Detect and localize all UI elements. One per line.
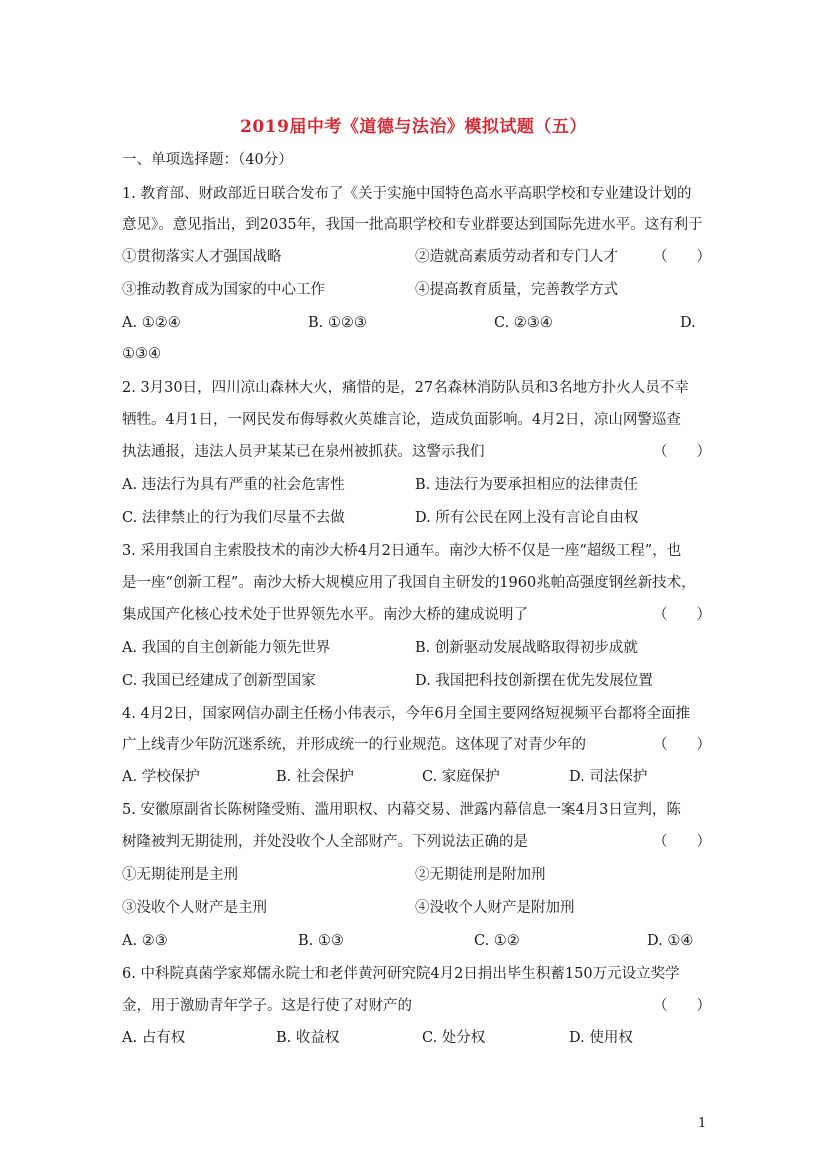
q1-line-2: 意见》。意见指出，到2035年，我国一批高职学校和专业群要达到国际先进水平。这有利于 [122,217,703,233]
q2-option-d: D. 所有公民在网上没有言论自由权 [415,510,639,526]
q3-option-d: D. 我国把科技创新摆在优先发展位置 [415,673,653,689]
q2-answer-paren: （ ） [653,444,711,460]
exam-title: 2019届中考《道德与法治》模拟试题（五） [240,117,587,137]
q2-line-2: 牺牲。4月1日，一网民发布侮辱救火英雄言论，造成负面影响。4月2日，凉山网警巡查 [122,412,681,428]
q3-line-1: 3. 采用我国自主索股技术的南沙大桥4月2日通车。南沙大桥不仅是一座“超级工程”，也 [122,543,682,559]
q3-option-a: A. 我国的自主创新能力领先世界 [122,640,331,656]
q5-item-3: ③没收个人财产是主刑 [122,900,267,916]
q3-answer-paren: （ ） [653,607,711,623]
q6-line-2: 金，用于激励青年学子。这是行使了对财产的 [122,998,412,1014]
q1-item-2: ②造就高素质劳动者和专门人才 [415,249,618,265]
q5-line-2-row [122,832,711,852]
q6-option-b: B. 收益权 [276,1030,340,1046]
q5-option-c: C. ①② [474,933,520,949]
q4-options-row [122,767,702,787]
q4-line-2-row [122,735,711,755]
q3-line-3-row [122,605,711,625]
q2-line-3: 执法通报，违法人员尹某某已在泉州被抓获。这警示我们 [122,444,485,460]
q1-option-a: A. ①②④ [122,315,181,331]
q2-line-1: 2. 3月30日，四川凉山森林大火，痛惜的是，27名森林消防队员和3名地方扑火人员不幸 [122,380,689,396]
q5-option-a: A. ②③ [122,933,168,949]
q6-options-row [122,1028,702,1048]
q1-answer-paren: （ ） [653,249,711,265]
page-number: 1 [698,1116,707,1131]
q5-item-1: ①无期徒刑是主刑 [122,867,238,883]
q3-line-3: 集成国产化核心技术处于世界领先水平。南沙大桥的建成说明了 [122,607,528,623]
q4-option-c: C. 家庭保护 [422,769,500,785]
q3-options-row-2 [122,671,702,691]
q5-answer-paren: （ ） [653,834,711,850]
q3-options-row-1 [122,638,702,658]
q4-option-b: B. 社会保护 [276,769,354,785]
q1-item-1: ①贯彻落实人才强国战略 [122,249,282,265]
q4-line-2: 广上线青少年防沉迷系统，并形成统一的行业规范。这体现了对青少年的 [122,737,586,753]
q5-items-row-1 [122,865,702,885]
q1-option-d: D. [680,315,696,331]
q4-line-1: 4. 4月2日，国家网信办副主任杨小伟表示，今年6月全国主要网络短视频平台都将全面推 [122,706,691,722]
q1-items-row-2 [122,280,702,300]
section-heading: 一、单项选择题：（40分） [122,152,293,168]
q2-options-row-2 [122,508,702,528]
q3-option-b: B. 创新驱动发展战略取得初步成就 [415,640,638,656]
q4-option-d: D. 司法保护 [569,769,648,785]
q3-option-c: C. 我国已经建成了创新型国家 [122,673,316,689]
q6-line-1: 6. 中科院真菌学家郑儒永院士和老伴黄河研究院4月2日捐出毕生积蓄150万元设立奖学 [122,966,680,982]
q1-options-row [122,313,702,333]
q5-option-b: B. ①③ [298,933,344,949]
q3-line-2: 是一座“创新工程”。南沙大桥大规模应用了我国自主研发的1960兆帕高强度钢丝新技术， [122,575,696,591]
q6-answer-paren: （ ） [653,998,711,1014]
q4-answer-paren: （ ） [653,737,711,753]
q1-option-b: B. ①②③ [308,315,367,331]
q2-options-row-1 [122,475,702,495]
q2-option-b: B. 违法行为要承担相应的法律责任 [415,477,638,493]
q1-item-3: ③推动教育成为国家的中心工作 [122,282,325,298]
q2-line-3-row [122,442,711,462]
q2-option-c: C. 法律禁止的行为我们尽量不去做 [122,510,345,526]
q1-option-d-value: ①③④ [122,346,161,362]
q4-option-a: A. 学校保护 [122,769,200,785]
q6-line-2-row [122,996,711,1016]
q5-item-4: ④没收个人财产是附加刑 [415,900,575,916]
q6-option-a: A. 占有权 [122,1030,186,1046]
q1-option-c: C. ②③④ [494,315,553,331]
q2-option-a: A. 违法行为具有严重的社会危害性 [122,477,345,493]
q1-items-row-1 [122,247,711,267]
q5-line-2: 树隆被判无期徒刑，并处没收个人全部财产。下列说法正确的是 [122,834,528,850]
q5-items-row-2 [122,898,702,918]
q5-line-1: 5. 安徽原副省长陈树隆受贿、滥用职权、内幕交易、泄露内幕信息一案4月3日宣判，陈 [122,802,681,818]
q5-option-d: D. ①④ [647,933,694,949]
q5-item-2: ②无期徒刑是附加刑 [415,867,546,883]
q1-line-1: 1. 教育部、财政部近日联合发布了《关于实施中国特色高水平高职学校和专业建设计划的 [122,186,692,202]
q1-item-4: ④提高教育质量，完善教学方式 [415,282,618,298]
q5-options-row [122,931,702,951]
q6-option-d: D. 使用权 [569,1030,633,1046]
q6-option-c: C. 处分权 [422,1030,486,1046]
